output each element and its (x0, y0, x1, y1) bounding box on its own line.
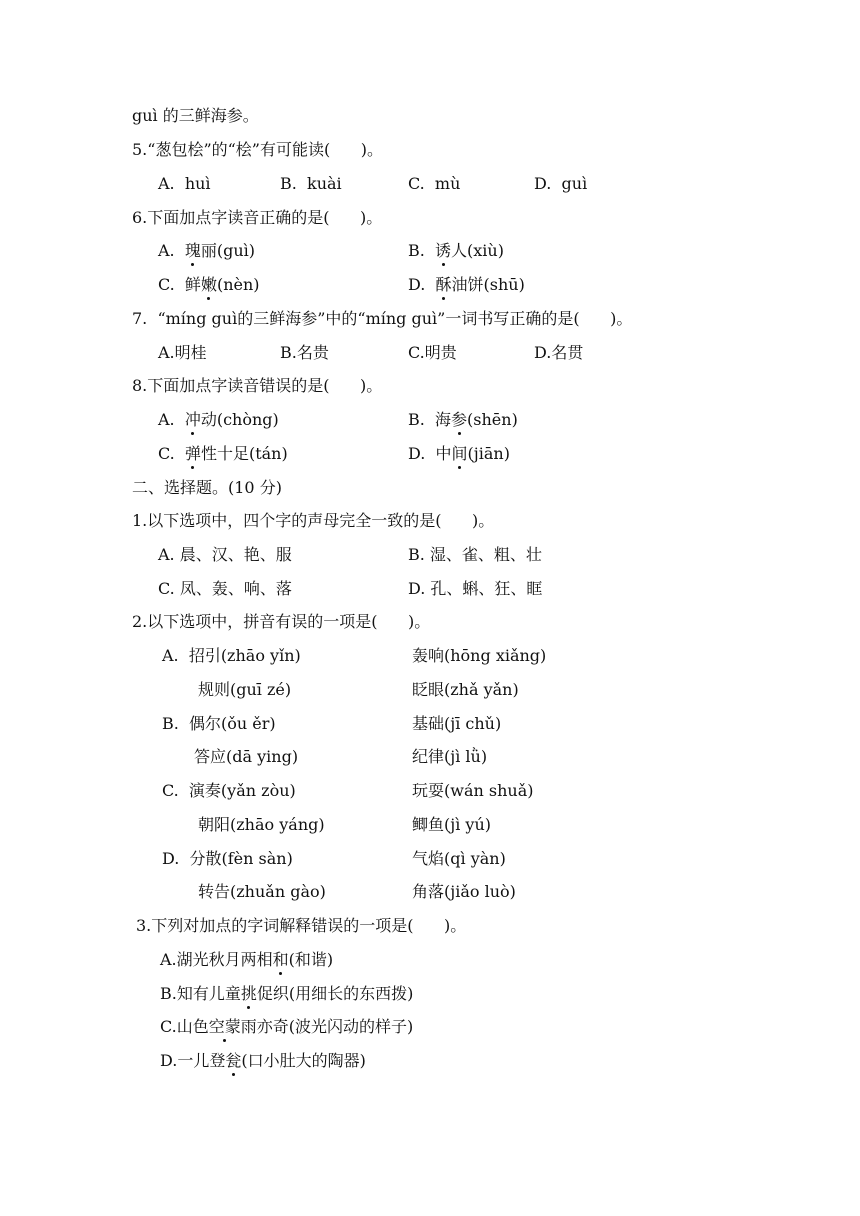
s1-option-c: C. 凤、轰、响、落 (158, 579, 292, 598)
q6-option-d: D. 酥油饼(shū) (408, 275, 525, 294)
s1-stem: 1.以下选项中，四个字的声母完全一致的是( )。 (132, 511, 495, 530)
emphasis-dot-char: 和 (272, 950, 289, 969)
s2-row-left: 转告(zhuǎn gào) (198, 882, 326, 901)
q6-option-c: C. 鲜嫩(nèn) (158, 275, 260, 294)
q8-stem: 8.下面加点字读音错误的是( )。 (132, 376, 383, 395)
s2-row-left: 规则(guī zé) (198, 680, 292, 699)
s3-option-b: B.知有儿童挑促织(用细长的东西拨) (160, 984, 414, 1003)
s3-stem: 3.下列对加点的字词解释错误的一项是( )。 (136, 916, 467, 935)
q7-option-b: B.名贵 (280, 343, 329, 362)
emphasis-dot-char: 诱 (435, 241, 452, 260)
s2-row-right: 气焰(qì yàn) (412, 849, 506, 868)
emphasis-dot-char: 冲 (184, 410, 201, 429)
emphasis-dot-char: 挑 (240, 984, 257, 1003)
q8-option-a: A. 冲动(chòng) (158, 410, 279, 429)
q7-option-d: D.名贯 (534, 343, 584, 362)
s2-row-left: 朝阳(zhāo yáng) (198, 815, 325, 834)
s2-row-left: C. 演奏(yǎn zòu) (162, 781, 296, 800)
emphasis-dot-char: 弹 (184, 444, 201, 463)
q6-stem: 6.下面加点字读音正确的是( )。 (132, 208, 383, 227)
s1-option-a: A. 晨、汉、艳、服 (158, 545, 292, 564)
s2-row-right: 玩耍(wán shuǎ) (412, 781, 534, 800)
emphasis-dot-char: 参 (451, 410, 468, 429)
q7-stem: 7. “míng guì的三鲜海参”中的“míng guì”一词书写正确的是( )。 (132, 309, 633, 328)
q5-stem: 5.“葱包桧”的“桧”有可能读( )。 (132, 140, 383, 159)
q6-option-a: A. 瑰丽(guì) (158, 241, 255, 260)
s2-stem: 2.以下选项中，拼音有误的一项是( )。 (132, 612, 431, 631)
s2-row-right: 鲫鱼(jì yú) (412, 815, 491, 834)
emphasis-dot-char: 间 (451, 444, 468, 463)
s2-row-left: 答应(dā ying) (194, 747, 299, 766)
emphasis-dot-char: 瑰 (184, 241, 201, 260)
q7-option-c: C.明贵 (408, 343, 457, 362)
s3-option-c: C.山色空蒙雨亦奇(波光闪动的样子) (160, 1017, 414, 1036)
emphasis-dot-char: 空蒙 (208, 1017, 241, 1036)
emphasis-dot-char: 嫩 (200, 275, 217, 294)
emphasis-dot-char: 瓮 (225, 1051, 242, 1070)
q8-option-b: B. 海参(shēn) (408, 410, 518, 429)
intro-tail-line: guì 的三鲜海参。 (132, 106, 259, 125)
s2-row-right: 基础(jī chǔ) (412, 714, 502, 733)
s3-option-d: D.一儿登瓮(口小肚大的陶器) (160, 1051, 366, 1070)
q5-option-a: A. huì (158, 174, 211, 193)
q6-option-b: B. 诱人(xiù) (408, 241, 504, 260)
section-heading: 二、选择题。(10 分) (132, 478, 282, 497)
s2-row-right: 轰响(hōng xiǎng) (412, 646, 547, 665)
emphasis-dot-char: 酥 (435, 275, 452, 294)
q8-option-c: C. 弹性十足(tán) (158, 444, 288, 463)
s2-row-right: 纪律(jì lǜ) (412, 747, 488, 766)
s2-row-left: B. 偶尔(ǒu ěr) (162, 714, 276, 733)
s2-row-right: 角落(jiǎo luò) (412, 882, 516, 901)
q5-option-c: C. mù (408, 174, 461, 193)
s3-option-a: A.湖光秋月两相和(和谐) (160, 950, 334, 969)
q5-option-b: B. kuài (280, 174, 342, 193)
q7-option-a: A.明桂 (158, 343, 207, 362)
s1-option-d: D. 孔、蝌、狂、眶 (408, 579, 543, 598)
q8-option-d: D. 中间(jiān) (408, 444, 510, 463)
q5-option-d: D. guì (534, 174, 588, 193)
s2-row-left: A. 招引(zhāo yǐn) (162, 646, 301, 665)
s2-row-right: 眨眼(zhǎ yǎn) (412, 680, 519, 699)
s2-row-left: D. 分散(fèn sàn) (162, 849, 293, 868)
s1-option-b: B. 湿、雀、粗、壮 (408, 545, 542, 564)
